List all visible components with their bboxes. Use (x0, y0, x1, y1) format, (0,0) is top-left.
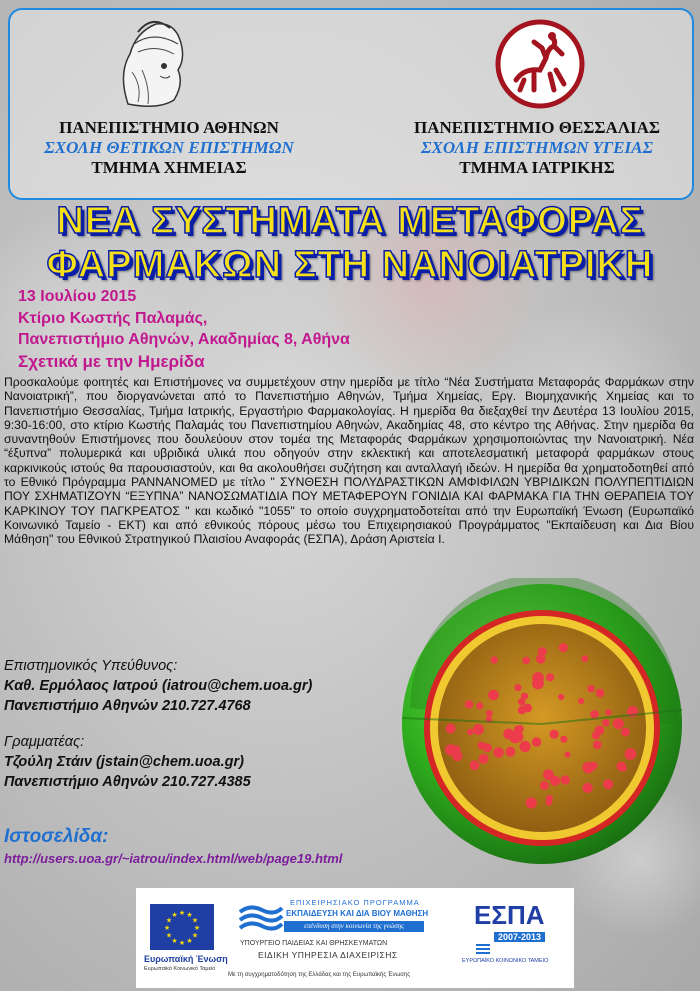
drug-particle (538, 647, 547, 656)
thessaly-school-name: ΣΧΟΛΗ ΕΠΙΣΤΗΜΩΝ ΥΓΕΙΑΣ (420, 138, 653, 157)
drug-particle (518, 706, 526, 714)
event-venue-building: Κτίριο Κωστής Παλαμάς, (18, 310, 208, 327)
drug-particle (593, 740, 602, 749)
scientific-lead-name: Καθ. Ερμόλαος Ιατρού (iatrou@chem.uoa.gr) (4, 678, 313, 694)
drug-particle (465, 700, 473, 708)
eu-star-icon: ★ (191, 916, 199, 925)
drug-particle (578, 698, 584, 704)
drug-particle (621, 728, 630, 737)
drug-particle (470, 760, 480, 770)
drug-particle (505, 747, 515, 757)
website-link[interactable]: http://users.uoa.gr/~iatrou/index.html/web/page19.html (4, 851, 343, 866)
drug-particle (540, 781, 549, 790)
authority-label: ΕΙΔΙΚΗ ΥΠΗΡΕΣΙΑ ΔΙΑΧΕΙΡΙΣΗΣ (258, 950, 398, 960)
program-slogan: επένδυση στην κοινωνία της γνώσης (284, 921, 424, 932)
drug-particle (581, 655, 588, 662)
drug-particle (532, 737, 542, 747)
drug-particle (486, 710, 493, 717)
drug-particle (619, 764, 626, 771)
drug-particle (452, 751, 462, 761)
eu-label: Ευρωπαϊκή Ένωση (144, 954, 228, 964)
eu-star-icon: ★ (178, 939, 186, 947)
espa-fund: ΕΥΡΩΠΑΪΚΟ ΚΟΙΝΩΝΙΚΟ ΤΑΜΕΙΟ (462, 958, 549, 964)
drug-particle (616, 720, 623, 727)
drug-particle (446, 724, 456, 734)
greece-flag-icon (476, 944, 490, 954)
secretary-block (4, 732, 251, 792)
espa-title: ΕΣΠΑ (474, 900, 545, 930)
espa-logo (454, 888, 574, 988)
drug-particle (595, 726, 605, 736)
website-label: Ιστοσελίδα: (4, 826, 109, 847)
athens-school-name: ΣΧΟΛΗ ΘΕΤΙΚΩΝ ΕΠΙΣΤΗΜΩΝ (44, 138, 294, 157)
drug-particle (532, 672, 544, 684)
eu-star-icon: ★ (165, 916, 173, 925)
athens-department-name: ΤΜΗΜΑ ΧΗΜΕΙΑΣ (91, 158, 247, 177)
secretary-name: Τζούλη Στάιν (jstain@chem.uoa.gr) (4, 754, 244, 770)
eu-star-icon: ★ (165, 931, 173, 940)
eu-star-icon: ★ (186, 911, 193, 919)
drug-particle (543, 769, 554, 780)
about-heading: Σχετικά με την Ημερίδα (18, 352, 205, 371)
thessaly-department-name: ΤΜΗΜΑ ΙΑΤΡΙΚΗΣ (459, 158, 615, 177)
eu-star-icon: ★ (163, 924, 171, 932)
eu-flag (150, 904, 214, 950)
sponsor-footer (136, 888, 454, 988)
eu-star-icon: ★ (178, 909, 186, 917)
program-line1: ΕΠΙΧΕΙΡΗΣΙΑΚΟ ΠΡΟΓΡΑΜΜΑ (290, 898, 420, 907)
drug-particle (589, 762, 597, 770)
drug-particle (583, 783, 593, 793)
scientific-lead-phone: Πανεπιστήμιο Αθηνών 210.727.4768 (4, 698, 251, 714)
event-venue-address: Πανεπιστήμιο Αθηνών, Ακαδημίας 8, Αθήνα (18, 331, 350, 348)
scientific-lead-label: Επιστημονικός Υπεύθυνος: (4, 658, 178, 674)
program-logo-icon (238, 902, 284, 932)
drug-particle (603, 779, 613, 789)
drug-particle (491, 656, 498, 663)
scientific-lead-block (4, 656, 312, 716)
cofinance-label: Με τη συγχρηματοδότηση της Ελλάδας και της Ευρωπαϊκής Ένωσης (228, 972, 411, 978)
drug-particle (520, 741, 531, 752)
program-line2: ΕΚΠΑΙΔΕΥΣΗ ΚΑΙ ΔΙΑ ΒΙΟΥ ΜΑΘΗΣΗ (286, 909, 429, 918)
athens-university-block (4, 118, 334, 178)
secretary-label: Γραμματέας: (4, 734, 85, 750)
drug-particle (559, 643, 568, 652)
drug-particle (512, 731, 524, 743)
drug-particle (550, 730, 559, 739)
drug-particle (479, 754, 489, 764)
event-title-line1: ΝΕΑ ΣΥΣΤΗΜΑΤΑ ΜΕΤΑΦΟΡΑΣ (56, 200, 644, 242)
drug-particle (473, 724, 484, 735)
drug-particle (521, 693, 528, 700)
drug-particle (602, 719, 609, 726)
espa-years: 2007-2013 (494, 932, 545, 942)
athens-university-logo (108, 14, 192, 114)
drug-particle (561, 775, 570, 784)
drug-particle (546, 673, 554, 681)
drug-particle (522, 657, 530, 665)
eu-star-icon: ★ (193, 924, 201, 932)
thessaly-university-logo (494, 18, 586, 110)
drug-particle (476, 702, 483, 709)
eu-star-icon: ★ (171, 911, 178, 919)
eu-star-icon: ★ (186, 937, 193, 945)
eu-fund-label: Ευρωπαϊκό Κοινωνικό Ταμείο (144, 966, 216, 972)
drug-particle (526, 797, 537, 808)
athens-university-name: ΠΑΝΕΠΙΣΤΗΜΙΟ ΑΘΗΝΩΝ (59, 118, 279, 137)
nanoparticle-illustration (392, 578, 694, 868)
about-description: Προσκαλούμε φοιτητές και Επιστήμονες να συμμετέχουν στην ημερίδα με τίτλο “Νέα Συστήματα Μεταφοράς Φαρμάκων στην Νανοιατρική”, που διοργανώνεται από το Πανεπιστήμιο Αθηνών, Τμήμα Χημείας, Εργ. Βιομηχανικής Χημείας και το Πανεπιστήμιο Θεσσαλίας, Τμήμα Ιατρικής, Εργαστήριο Φαρμακολογίας. Η ημερίδα θα διεξαχθεί την Δευτέρα 13 Ιουλίου 2015, 9:30-16:00, στο κτίριο Κωστής Παλαμάς του Πανεπιστημίου Αθηνών, Ακαδημίας 48, στο κέντρο της Αθήνας. Στην ημερίδα θα συναντηθούν Επιστήμονες που δουλεύουν στον τομέα της Μεταφοράς Φαρμάκων χρησιμοποιώντας την Νανοιατρική. Νέα “έξυπνα” πολυμερικά και υβριδικά υλικά που οδηγούν στην εκλεκτική και αποτελεσματική μεταφορά φαρμάκων στους καρκινικούς ιστούς θα παρουσιαστούν, και θα ακολουθήσει συζήτηση και ανταλλαγή ιδεών. Η ημερίδα θα χρηματοδοτηθεί από το Εθνικό Πρόγραμμα PANNANOMED με τίτλο " ΣΥΝΘΕΣΗ ΠΟΛΥΔΡΑΣΤΙΚΩΝ ΑΜΦΙΦΙΛΩΝ ΥΒΡΙΔΙΚΩΝ ΠΟΛΥΠΕΠΤΙΔΙΩΝ ΠΟΥ ΣΧΗΜΑΤΙΖΟΥΝ “ΕΞΥΠΝΑ” ΝΑΝΟΣΩΜΑΤΙΔΙΑ ΠΟΥ ΜΕΤΑΦΕΡΟΥΝ ΓΟΝΙΔΙΑ ΚΑΙ ΦΑΡΜΑΚΑ ΓΙΑ ΤΗΝ ΘΕΡΑΠΕΙΑ ΤΟΥ ΚΑΡΚΙΝΟΥ ΤΟΥ ΠΑΓΚΡΕΑΤΟΣ " και κωδικό "1055" το οποίο συγχρηματοδοτείται από την Ευρωπαϊκή Ένωση (Ευρωπαϊκό Κοινωνικό Ταμείο - ΕΚΤ) και από εθνικούς πόρους μέσω του Επιχειρησιακού Προγράμματος "Εκπαίδευση και Δια Βίου Μάθηση" του Εθνικού Στρατηγικού Πλαισίου Αναφοράς (ΕΣΠΑ), Δράση Αριστεία Ι. (4, 375, 694, 547)
event-title-line2: ΦΑΡΜΑΚΩΝ ΣΤΗ ΝΑΝΟΙΑΤΡΙΚΗ (46, 244, 654, 286)
thessaly-university-name: ΠΑΝΕΠΙΣΤΗΜΙΟ ΘΕΣΣΑΛΙΑΣ (413, 118, 661, 137)
drug-particle (493, 747, 504, 758)
thessaly-university-block (372, 118, 700, 178)
drug-particle (483, 743, 492, 752)
eu-star-icon: ★ (191, 931, 199, 940)
drug-particle (515, 684, 522, 691)
drug-particle (565, 752, 571, 758)
secretary-phone: Πανεπιστήμιο Αθηνών 210.727.4385 (4, 774, 251, 790)
drug-particle (558, 694, 564, 700)
drug-particle (625, 748, 637, 760)
drug-particle (588, 685, 595, 692)
drug-particle (546, 799, 553, 806)
drug-particle (596, 689, 605, 698)
drug-particle (488, 690, 499, 701)
drug-particle (590, 710, 599, 719)
drug-particle (467, 729, 474, 736)
ministry-label: ΥΠΟΥΡΓΕΙΟ ΠΑΙΔΕΙΑΣ ΚΑΙ ΘΡΗΣΚΕΥΜΑΤΩΝ (240, 940, 388, 947)
eu-star-icon: ★ (171, 937, 178, 945)
event-date: 13 Ιουλίου 2015 (18, 288, 137, 305)
drug-particle (606, 709, 612, 715)
drug-particle (560, 736, 567, 743)
